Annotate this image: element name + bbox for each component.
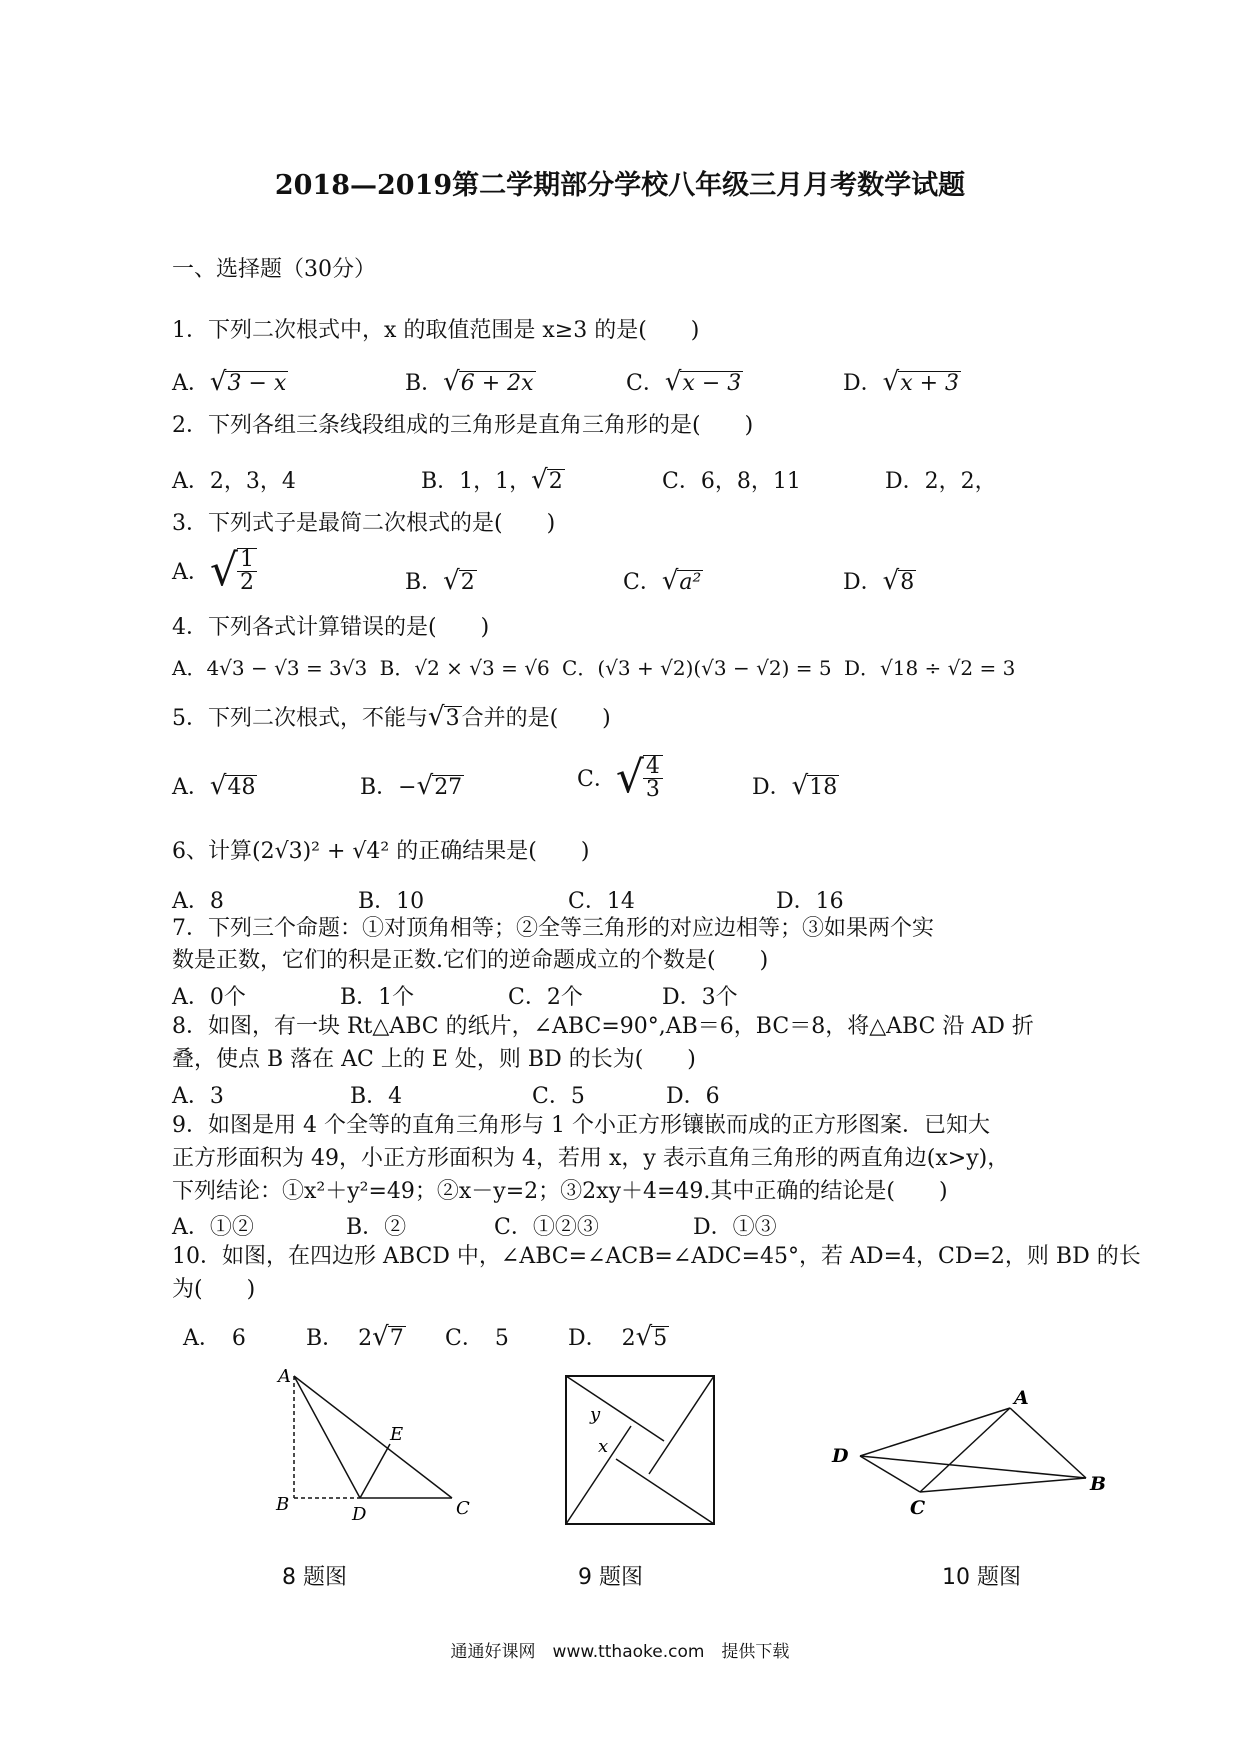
q2-option-d: D．2，2， — [885, 469, 997, 494]
q7-stem-line1: 7．下列三个命题：①对顶角相等；②全等三角形的对应边相等；③如果两个实 — [172, 916, 934, 941]
q6-option-a: A．8 — [172, 889, 224, 914]
q6-stem: 6、计算(2√3)² + √4² 的正确结果是( ) — [172, 839, 590, 864]
fig9-caption: 9 题图 — [578, 1565, 643, 1590]
page-title: 2018—2019第二学期部分学校八年级三月月考数学试题 — [274, 170, 966, 201]
q10-stem-line2: 为( ) — [172, 1277, 256, 1302]
q8-option-d: D．6 — [666, 1084, 720, 1109]
q8-option-b: B．4 — [350, 1084, 403, 1109]
q9-option-d: D．①③ — [693, 1215, 777, 1240]
q3-option-b: B．√2 — [405, 566, 475, 596]
q2-option-b: B．1，1，√2 — [421, 465, 563, 495]
fig9-label-x: x — [598, 1436, 609, 1457]
fig10-label-a: A — [1014, 1390, 1029, 1409]
q10-option-d: D． 2√5 — [568, 1322, 668, 1352]
q10-option-c: C． 5 — [445, 1326, 509, 1351]
fig8-label-c: C — [456, 1498, 470, 1519]
fig8-caption: 8 题图 — [282, 1565, 347, 1590]
q4-options: A．4√3 − √3 = 3√3 B．√2 × √3 = √6 C．(√3 + √2)(√3 − √2) = 5 D．√18 ÷ √2 = 3 — [172, 656, 1016, 680]
figure-8 — [270, 1360, 490, 1530]
q6-option-d: D．16 — [776, 889, 844, 914]
fig10-label-b: B — [1090, 1473, 1107, 1495]
fig8-label-a: A — [278, 1366, 291, 1387]
q9-option-b: B．② — [346, 1215, 407, 1240]
q10-option-a: A． 6 — [183, 1326, 246, 1351]
q2-option-a: A．2，3，4 — [172, 469, 296, 494]
q3-option-a: A．√ $\frac{1}{2}$ — [172, 545, 257, 596]
q10-stem-line1: 10．如图，在四边形 ABCD 中，∠ABC=∠ACB=∠ADC=45°，若 AD=4，CD=2，则 BD 的长 — [172, 1244, 1141, 1269]
q2-stem: 2．下列各组三条线段组成的三角形是直角三角形的是( ) — [172, 413, 754, 438]
q8-stem-line1: 8．如图，有一块 Rt△ABC 的纸片，∠ABC=90°,AB＝6，BC＝8，将△ABC 沿 AD 折 — [172, 1014, 1034, 1039]
q8-option-a: A．3 — [172, 1084, 224, 1109]
q7-stem-line2: 数是正数，它们的积是正数.它们的逆命题成立的个数是( ) — [172, 948, 769, 973]
q1-option-d: D．√x + 3 — [843, 367, 960, 397]
q9-option-a: A．①② — [172, 1215, 254, 1240]
figure-10 — [830, 1390, 1130, 1520]
q1-option-c: C．√x − 3 — [626, 367, 742, 397]
q4-stem: 4．下列各式计算错误的是( ) — [172, 615, 490, 640]
fig9-label-y: y — [590, 1404, 601, 1425]
q5-option-d: D．√18 — [752, 771, 838, 801]
q5-option-b: B．−√27 — [360, 771, 463, 801]
q7-option-c: C．2个 — [508, 985, 583, 1010]
q6-option-c: C．14 — [568, 889, 635, 914]
q5-stem: 5．下列二次根式，不能与√3合并的是( ) — [172, 702, 611, 732]
q1-stem: 1．下列二次根式中，x 的取值范围是 x≥3 的是( ) — [172, 318, 700, 343]
q2-option-c: C．6，8，11 — [662, 469, 801, 494]
q9-stem-line3: 下列结论：①x²＋y²=49；②x－y=2；③2xy＋4=49.其中正确的结论是( ) — [172, 1179, 948, 1204]
q8-stem-line2: 叠，使点 B 落在 AC 上的 E 处，则 BD 的长为( ) — [172, 1047, 696, 1072]
fig10-label-d: D — [832, 1445, 849, 1467]
fig10-label-c: C — [910, 1497, 926, 1519]
fig8-label-b: B — [276, 1494, 290, 1515]
q3-option-c: C．√a² — [623, 566, 702, 596]
figure-9 — [560, 1370, 720, 1530]
q1-option-b: B．√6 + 2x — [405, 367, 534, 397]
q7-option-b: B．1个 — [340, 985, 415, 1010]
q5-option-c: C．√ $\frac{4}{3}$ — [577, 752, 663, 803]
q6-option-b: B．10 — [358, 889, 425, 914]
q3-option-d: D．√8 — [843, 566, 915, 596]
q9-stem-line1: 9．如图是用 4 个全等的直角三角形与 1 个小正方形镶嵌而成的正方形图案．已知大 — [172, 1113, 990, 1138]
q9-option-c: C．①②③ — [494, 1215, 599, 1240]
q3-stem: 3．下列式子是最简二次根式的是( ) — [172, 511, 556, 536]
fig8-label-d: D — [352, 1504, 367, 1525]
section-heading: 一、选择题（30分） — [172, 257, 376, 282]
q7-option-d: D．3个 — [662, 985, 738, 1010]
q7-option-a: A．0个 — [172, 985, 246, 1010]
fig10-caption: 10 题图 — [942, 1565, 1021, 1590]
q8-option-c: C．5 — [532, 1084, 585, 1109]
q10-option-b: B． 2√7 — [306, 1322, 404, 1352]
q1-option-a: A．√3 − x — [172, 367, 287, 397]
q5-option-a: A．√48 — [172, 771, 256, 801]
footer-credit: 通通好课网 www.tthaoke.com 提供下载 — [450, 1642, 790, 1662]
q9-stem-line2: 正方形面积为 49，小正方形面积为 4，若用 x，y 表示直角三角形的两直角边(x>y)， — [172, 1146, 1010, 1171]
fig8-label-e: E — [390, 1424, 404, 1445]
